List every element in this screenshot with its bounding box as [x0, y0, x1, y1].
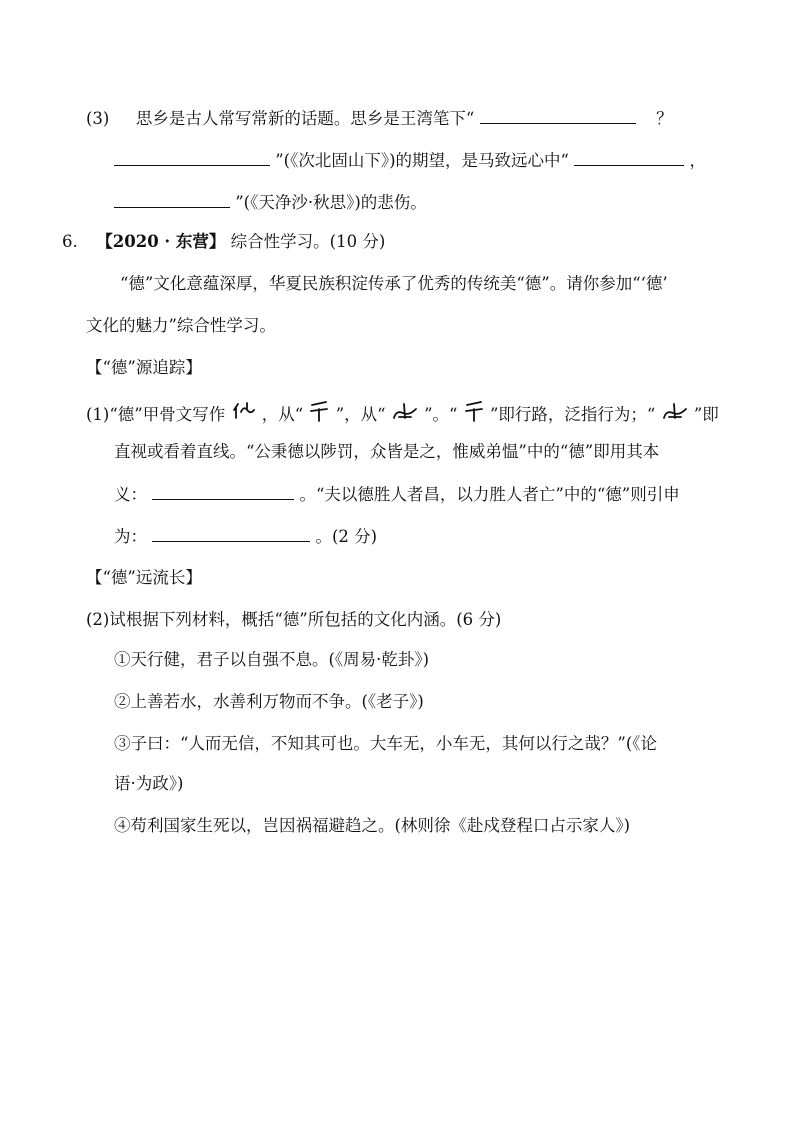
oracle-zhi-icon: [661, 400, 689, 429]
sub1-text-line4b: 。(2 分): [315, 527, 378, 546]
sub1-text-c: ”，从“: [335, 405, 386, 424]
q6-title: 综合性学习。(10 分): [230, 232, 386, 251]
sub2-item-1-text: ①天行健，君子以自强不息。(《周易·乾卦》): [114, 650, 430, 669]
sub2-line-1: [86, 608, 501, 632]
oracle-de-icon: [231, 400, 257, 429]
sub1-text-line3a: 义：: [114, 485, 147, 504]
sub2-item-1: [114, 648, 429, 672]
sub1-text-line4a: 为：: [114, 527, 147, 546]
section-heading-text-1: 【“德”源追踪】: [86, 358, 202, 377]
sub1-line-2: [114, 440, 659, 464]
answer-blank-wanwan-1[interactable]: [480, 106, 636, 124]
answer-blank-ma-1[interactable]: [574, 148, 684, 166]
q6-intro-text-2: 文化的魅力”综合性学习。: [86, 316, 276, 335]
q5-3-punct-1: ？: [656, 109, 673, 128]
sub1-line-4: [114, 524, 377, 548]
q5-3-text-1: 思乡是古人常写常新的话题。思乡是王湾笔下“: [135, 109, 475, 128]
q6-number: 6.: [62, 232, 78, 251]
answer-blank-wanwan-2[interactable]: [114, 148, 270, 166]
section-heading-de-lineage: [86, 566, 202, 590]
sub1-text-a: (1)“德”甲骨文写作: [86, 405, 226, 424]
q6-header: [62, 230, 385, 254]
sub1-line-1: [86, 400, 719, 424]
q6-intro-line-1: [120, 272, 668, 296]
sub1-text-b: ，从“: [261, 405, 304, 424]
q5-3-number: (3): [86, 109, 110, 128]
sub2-item-3-line-2: [114, 772, 183, 796]
sub2-prompt: (2)试根据下列材料，概括“德”所包括的文化内涵。(6 分): [86, 610, 502, 629]
q5-3-line-3: [114, 190, 427, 214]
sub1-text-e: ”即行路，泛指行为；“: [489, 405, 656, 424]
section-heading-text-2: 【“德”远流长】: [86, 568, 202, 587]
oracle-zhi-icon: [391, 400, 419, 429]
q6-intro-line-2: [86, 314, 276, 338]
section-heading-de-origin: [86, 356, 202, 380]
q5-3-line-2: [114, 148, 706, 172]
answer-blank-original-meaning[interactable]: [152, 482, 294, 500]
sub2-item-2-text: ②上善若水，水善利万物而不争。(《老子》): [114, 692, 424, 711]
answer-blank-ma-2[interactable]: [114, 190, 230, 208]
answer-blank-extended-meaning[interactable]: [152, 524, 310, 542]
sub1-text-f: ”即: [693, 405, 719, 424]
q5-3-line-1: [86, 106, 673, 130]
sub2-item-4: [114, 814, 630, 838]
sub2-item-2: [114, 690, 424, 714]
sub1-line-3: [114, 482, 680, 506]
q5-3-text-2: ”(《次北固山下》)的期望，是马致远心中“: [275, 151, 569, 170]
q5-3-text-3: ”(《天净沙·秋思》)的悲伤。: [235, 193, 427, 212]
sub2-item-3-text-2: 语·为政》): [114, 774, 184, 793]
sub1-text-d: ”。“: [424, 405, 458, 424]
q6-source-tag: 【2020 · 东营】: [96, 232, 226, 251]
sub2-item-4-text: ④苟利国家生死以，岂因祸福避趋之。(林则徐《赴戍登程口占示家人》): [114, 816, 631, 835]
oracle-chi-icon: [463, 400, 485, 429]
q5-3-punct-2: ，: [689, 151, 706, 170]
sub2-item-3-text-1: ③子曰：“人而无信，不知其可也。大车无，小车无，其何以行之哉？”(《论: [114, 734, 658, 753]
oracle-chi-icon: [308, 400, 330, 429]
sub2-item-3-line-1: [114, 732, 657, 756]
sub1-text-line3b: 。“夫以德胜人者昌，以力胜人者亡”中的“德”则引申: [299, 485, 680, 504]
q6-intro-text-1: “德”文化意蕴深厚，华夏民族积淀传承了优秀的传统美“德”。请你参加“‘德’: [120, 274, 668, 293]
sub1-text-line2: 直视或看着直线。“公秉德以陟罚，众皆是之，惟威弟愠”中的“德”即用其本: [114, 442, 660, 461]
